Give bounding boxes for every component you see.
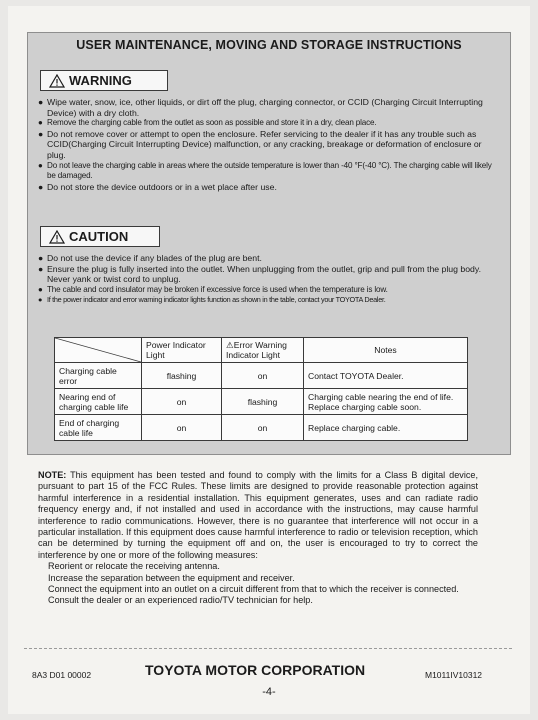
caution-heading: CAUTION [69, 229, 129, 244]
diagonal-line [55, 338, 141, 362]
note-label: NOTE: [38, 470, 67, 480]
table-cell: Contact TOYOTA Dealer. [304, 363, 468, 389]
warning-item: ● Remove the charging cable from the outlet as soon as possible and store it in a dry, clean place. [38, 118, 377, 128]
footer-divider [24, 648, 512, 649]
measure-item: Reorient or relocate the receiving antenna. [48, 561, 220, 572]
table-cell: on [222, 363, 304, 389]
note-paragraph [38, 470, 478, 561]
warning-triangle-icon: ⚠ [226, 340, 234, 350]
table-cell: Charging cable error [55, 363, 142, 389]
fcc-note [38, 470, 478, 607]
table-cell: Replace charging cable. [304, 415, 468, 441]
table-row [55, 389, 468, 415]
column-header: Power Indicator Light [142, 338, 222, 363]
measure-item: Connect the equipment into an outlet on a circuit different from that to which the receiver is connected. [48, 584, 459, 595]
warning-item: ● Wipe water, snow, ice, other liquids, or dirt off the plug, charging connector, or CCID (Charging Circuit Interrupting Device) with a dry cloth. [38, 97, 483, 118]
table-header-row [55, 338, 468, 363]
table-row [55, 415, 468, 441]
measure-item: Increase the separation between the equipment and receiver. [48, 572, 295, 583]
warning-list [38, 97, 498, 192]
table-cell: on [142, 415, 222, 441]
caution-item: ● The cable and cord insulator may be broken if excessive force is used when the temperature is low. [38, 284, 388, 294]
table-cell: Nearing end of charging cable life [55, 389, 142, 415]
footer-left-code: 8A3 D01 00002 [32, 670, 92, 680]
measure-item: Consult the dealer or an experienced radio/TV technician for help. [48, 595, 313, 606]
table-cell: flashing [222, 389, 304, 415]
table-cell: on [222, 415, 304, 441]
footer-company: TOYOTA MOTOR CORPORATION [145, 662, 366, 678]
table-corner-cell [55, 338, 142, 363]
warning-heading-box [40, 70, 168, 91]
note-text: This equipment has been tested and found to comply with the limits for a Class B digital device, pursuant to part 15 of the FCC Rules. These limits are designed to provide reasonable protection against harmful interference in a residential installation. This equipment generates, uses and can radiate radio frequency energy and, if not installed and used in accordance with the instructions, may cause harmful interference to radio communications. However, there is no guarantee that interference will not occur in a particular installation. If this equipment does cause harmful interference to radio or television reception, which can be determined by turning the equipment off and on, the user is encouraged to try to correct the interference by one or more of the following measures: [38, 470, 478, 560]
table-cell: on [142, 389, 222, 415]
warning-item: ● Do not remove cover or attempt to open the enclosure. Refer servicing to the dealer if it has any trouble such as CCID(Charging Circuit Interrupting Device) malfunction, or any cracking, breakage or deformation of enclosure or plug. [38, 128, 482, 160]
table-cell: Charging cable nearing the end of life. Replace charging cable soon. [304, 389, 468, 415]
column-header: Notes [304, 338, 468, 363]
caution-list [38, 253, 498, 306]
caution-item: ● If the power indicator and error warning indicator lights function as shown in the table, contact your TOYOTA Dealer. [38, 295, 386, 305]
warning-heading: WARNING [69, 73, 132, 88]
table-cell: flashing [142, 363, 222, 389]
warning-item: ● Do not store the device outdoors or in a wet place after use. [38, 181, 277, 192]
caution-item: ● Do not use the device if any blades of the plug are bent. [38, 253, 262, 263]
page-number: -4- [262, 686, 276, 698]
table-row [55, 363, 468, 389]
caution-heading-box [40, 226, 160, 247]
footer-right-code: M1011IV10312 [425, 670, 483, 680]
warning-triangle-icon [49, 74, 65, 88]
indicator-table [54, 337, 468, 441]
page-title: USER MAINTENANCE, MOVING AND STORAGE INSTRUCTIONS [76, 38, 462, 52]
column-header: ⚠Error Warning Indicator Light [222, 338, 304, 363]
caution-triangle-icon [49, 230, 65, 244]
table-cell: End of charging cable life [55, 415, 142, 441]
warning-item: ● Do not leave the charging cable in areas where the outside temperature is lower than -40 °F(-40 °C). The charging cable will likely be damaged. [38, 160, 492, 181]
caution-item: ● Ensure the plug is fully inserted into the outlet. When unplugging from the outlet, grip and pull from the plug body. Never yank or twist cord to unplug. [38, 263, 481, 285]
